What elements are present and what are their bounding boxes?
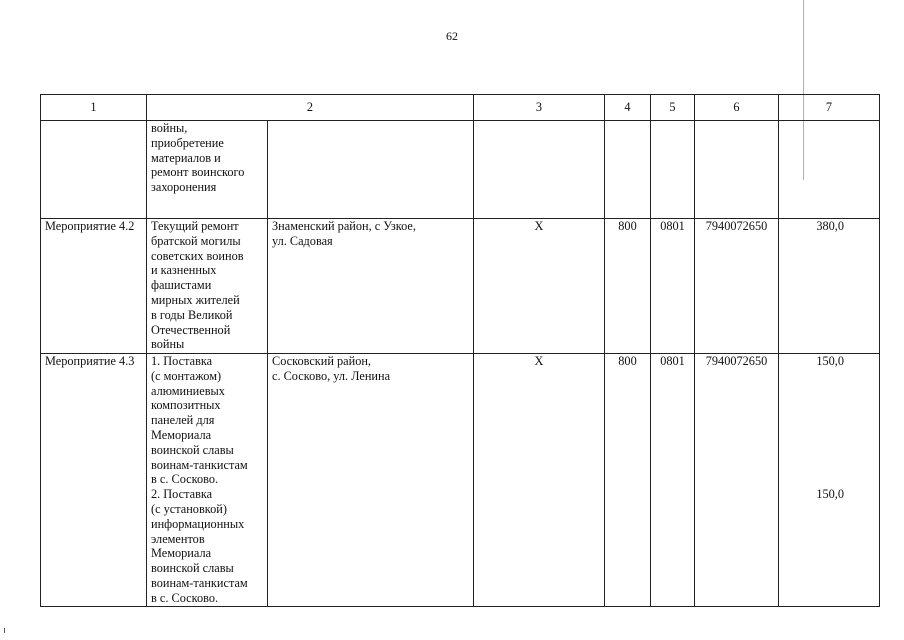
cell-col4: 800: [605, 219, 651, 354]
cell-col4: [605, 121, 651, 219]
cell-col5: 0801: [651, 354, 695, 607]
cell-measure-name: Текущий ремонт братской могилы советских воинов и казненных фашистами мирных жителей в годы Великой Отечественной войны: [147, 219, 268, 354]
cell-amount: [779, 219, 880, 354]
table-row: [41, 354, 880, 607]
cell-col6: 7940072650: [695, 354, 779, 607]
cell-measure-name: [147, 354, 268, 607]
header-cell-6: 6: [695, 95, 779, 121]
cell-col7: [779, 121, 880, 219]
header-cell-3: 3: [474, 95, 605, 121]
header-cell-2: 2: [147, 95, 474, 121]
cell-place: [268, 121, 474, 219]
measure-item-2: 2. Поставка (с установкой) информационных элементов Мемориала воинской славы воинам-танкистам в с. Сосково.: [151, 487, 248, 605]
amount-spacer: [783, 369, 875, 487]
header-cell-5: 5: [651, 95, 695, 121]
cell-col6: 7940072650: [695, 219, 779, 354]
cell-col3: [474, 121, 605, 219]
cell-col3: Х: [474, 354, 605, 607]
table-row-continuation: [41, 121, 880, 219]
cell-place: Сосковский район, с. Сосково, ул. Ленина: [268, 354, 474, 607]
header-cell-7: 7: [779, 95, 880, 121]
cell-place: Знаменский район, с Узкое, ул. Садовая: [268, 219, 474, 354]
cell-amount: [779, 354, 880, 607]
cell-id: [41, 121, 147, 219]
header-cell-1: 1: [41, 95, 147, 121]
cell-col4: 800: [605, 354, 651, 607]
cell-col5: 0801: [651, 219, 695, 354]
margin-mark: [4, 628, 5, 633]
cell-col3: Х: [474, 219, 605, 354]
amount-value: 150,0: [816, 486, 844, 501]
header-row: [41, 95, 880, 121]
cell-id: Мероприятие 4.2: [41, 219, 147, 354]
header-cell-4: 4: [605, 95, 651, 121]
measure-item-1: 1. Поставка (с монтажом) алюминиевых композитных панелей для Мемориала воинской славы воинам-танкистам в с. Сосково.: [151, 354, 248, 487]
cell-col5: [651, 121, 695, 219]
amount-value: 150,0: [816, 354, 844, 368]
cell-id: Мероприятие 4.3: [41, 354, 147, 607]
amount-value: 380,0: [816, 219, 844, 233]
budget-table: [40, 94, 880, 607]
table-row: [41, 219, 880, 354]
cell-measure-name: войны, приобретение материалов и ремонт воинского захоронения: [147, 121, 268, 219]
cell-col6: [695, 121, 779, 219]
page-number: 62: [446, 29, 458, 43]
